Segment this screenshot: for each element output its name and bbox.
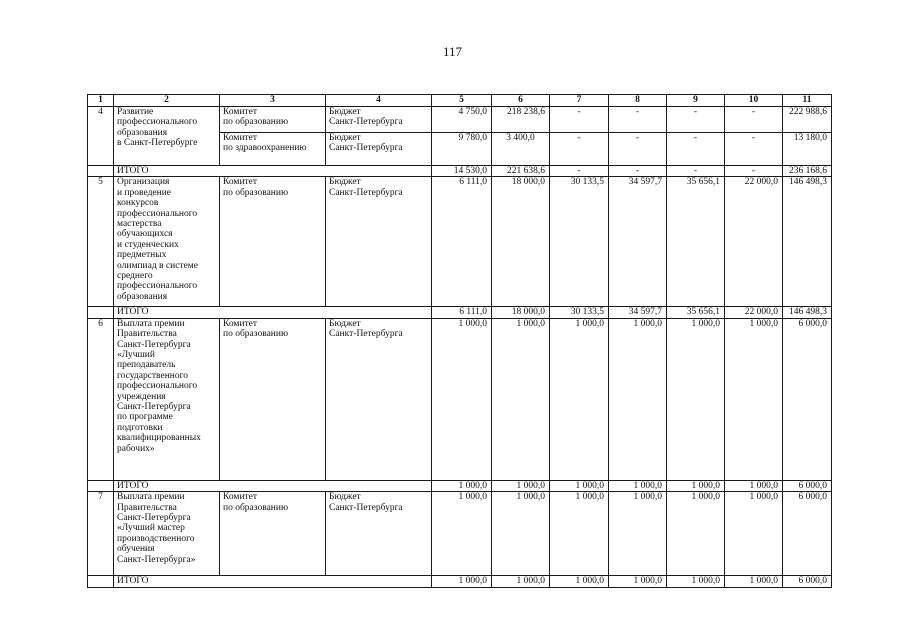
table-cell: - [667,107,725,133]
table-row [88,107,832,133]
table-cell: 1 000,0 [432,492,492,576]
table-cell: 1 000,0 [432,576,492,587]
table-cell: Выплата премии Правительства Санкт-Петербурга «Лучший мастер производственного обучения Санкт-Петербурга» [114,492,220,576]
table-cell: 1 000,0 [667,492,725,576]
table-cell: Бюджет Санкт-Петербурга [326,492,432,576]
table-cell: 1 000,0 [550,576,609,587]
table-cell: 236 168,6 [783,166,832,177]
table-cell: Организация и проведение конкурсов профессионального мастерства обучающихся и студенческих предметных олимпиад в системе среднего профессионального образования [114,177,220,307]
table-cell: 22 000,0 [725,177,783,307]
table-cell: 18 000,0 [492,177,550,307]
table-cell: 1 000,0 [609,492,667,576]
table-cell: 13 180,0 [783,133,832,166]
table-cell [88,166,114,177]
table-cell: 4 [88,107,114,166]
table-cell: 1 000,0 [725,318,783,480]
table-cell: 6 111,0 [432,177,492,307]
table-cell: 14 530,0 [432,166,492,177]
table-cell: Развитие профессионального образования в Санкт-Петербурге [114,107,220,166]
total-row [88,480,832,491]
table-cell: Комитет по образованию [220,177,326,307]
table-cell: - [725,166,783,177]
table-cell: Комитет по здравоохранению [220,133,326,166]
table-cell: 1 000,0 [609,576,667,587]
page-number: 117 [442,44,463,59]
table-cell: Комитет по образованию [220,107,326,133]
table-cell: 1 000,0 [550,480,609,491]
table-cell: Бюджет Санкт-Петербурга [326,318,432,480]
table-cell: ИТОГО [114,307,432,318]
table-cell: 7 [88,492,114,576]
table-cell: 22 000,0 [725,307,783,318]
table-cell: 35 656,1 [667,307,725,318]
table-cell: 35 656,1 [667,177,725,307]
table-cell: Бюджет Санкт-Петербурга [326,177,432,307]
table-cell: 1 000,0 [725,492,783,576]
column-number-cell: 9 [667,95,725,107]
table-cell: Бюджет Санкт-Петербурга [326,133,432,166]
table-cell: 6 111,0 [432,307,492,318]
table-cell: 34 597,7 [609,307,667,318]
column-number-cell: 5 [432,95,492,107]
column-number-cell: 2 [114,95,220,107]
table-cell: - [667,166,725,177]
table-row [88,492,832,576]
table-cell [88,307,114,318]
table-cell: - [609,107,667,133]
table-cell: 1 000,0 [492,480,550,491]
table-cell: - [609,166,667,177]
table-cell: ИТОГО [114,480,432,491]
total-row [88,166,832,177]
total-row [88,576,832,587]
table-row [88,177,832,307]
table-cell: 146 498,3 [783,177,832,307]
table-cell: 222 988,6 [783,107,832,133]
table-cell: - [725,133,783,166]
table-cell: Выплата премии Правительства Санкт-Петербурга «Лучший преподаватель государственного профессионального учреждения Санкт-Петербурга по программе подготовки квалифицированных рабочих» [114,318,220,480]
table-cell: 218 238,6 [492,107,550,133]
table-cell: ИТОГО [114,576,432,587]
table-cell: 1 000,0 [550,492,609,576]
total-row [88,307,832,318]
table-row [88,318,832,480]
table-cell: 1 000,0 [667,576,725,587]
table-cell: 1 000,0 [667,480,725,491]
table-cell: 1 000,0 [609,480,667,491]
column-number-cell: 3 [220,95,326,107]
table-cell: 18 000,0 [492,307,550,318]
table-cell: 1 000,0 [725,480,783,491]
table-cell: - [550,107,609,133]
table-cell: 6 000,0 [783,480,832,491]
table-cell: 1 000,0 [667,318,725,480]
table-cell [88,480,114,491]
table-cell: 146 498,3 [783,307,832,318]
column-number-cell: 6 [492,95,550,107]
table-cell: ИТОГО [114,166,432,177]
table-cell: 34 597,7 [609,177,667,307]
table-cell: 1 000,0 [550,318,609,480]
column-number-cell: 10 [725,95,783,107]
table-cell: Комитет по образованию [220,318,326,480]
column-number-cell: 11 [783,95,832,107]
table-cell: Комитет по образованию [220,492,326,576]
column-number-cell: 1 [88,95,114,107]
table-cell: 221 638,6 [492,166,550,177]
column-number-row [88,95,832,107]
table-cell: 6 000,0 [783,318,832,480]
column-number-cell: 4 [326,95,432,107]
table-cell: 1 000,0 [609,318,667,480]
table-cell: 4 750,0 [432,107,492,133]
table-cell: - [725,107,783,133]
table-cell: 1 000,0 [492,318,550,480]
table-cell: 1 000,0 [492,492,550,576]
table-cell: 1 000,0 [725,576,783,587]
table-cell: 6 [88,318,114,480]
table-cell: - [550,166,609,177]
table-cell: 1 000,0 [432,318,492,480]
table-cell: - [609,133,667,166]
table-cell: 30 133,5 [550,307,609,318]
table-cell: 1 000,0 [432,480,492,491]
table-cell: - [667,133,725,166]
table-cell: 5 [88,177,114,307]
table-cell: 9 780,0 [432,133,492,166]
column-number-cell: 7 [550,95,609,107]
table-cell: Бюджет Санкт-Петербурга [326,107,432,133]
table-body [88,95,832,588]
table-cell: 6 000,0 [783,492,832,576]
column-number-cell: 8 [609,95,667,107]
table-cell: 1 000,0 [492,576,550,587]
budget-table [87,94,832,588]
table-cell: 3 400,0 [492,133,550,166]
table-cell: - [550,133,609,166]
table-cell: 6 000,0 [783,576,832,587]
table-cell: 30 133,5 [550,177,609,307]
table-cell [88,576,114,587]
